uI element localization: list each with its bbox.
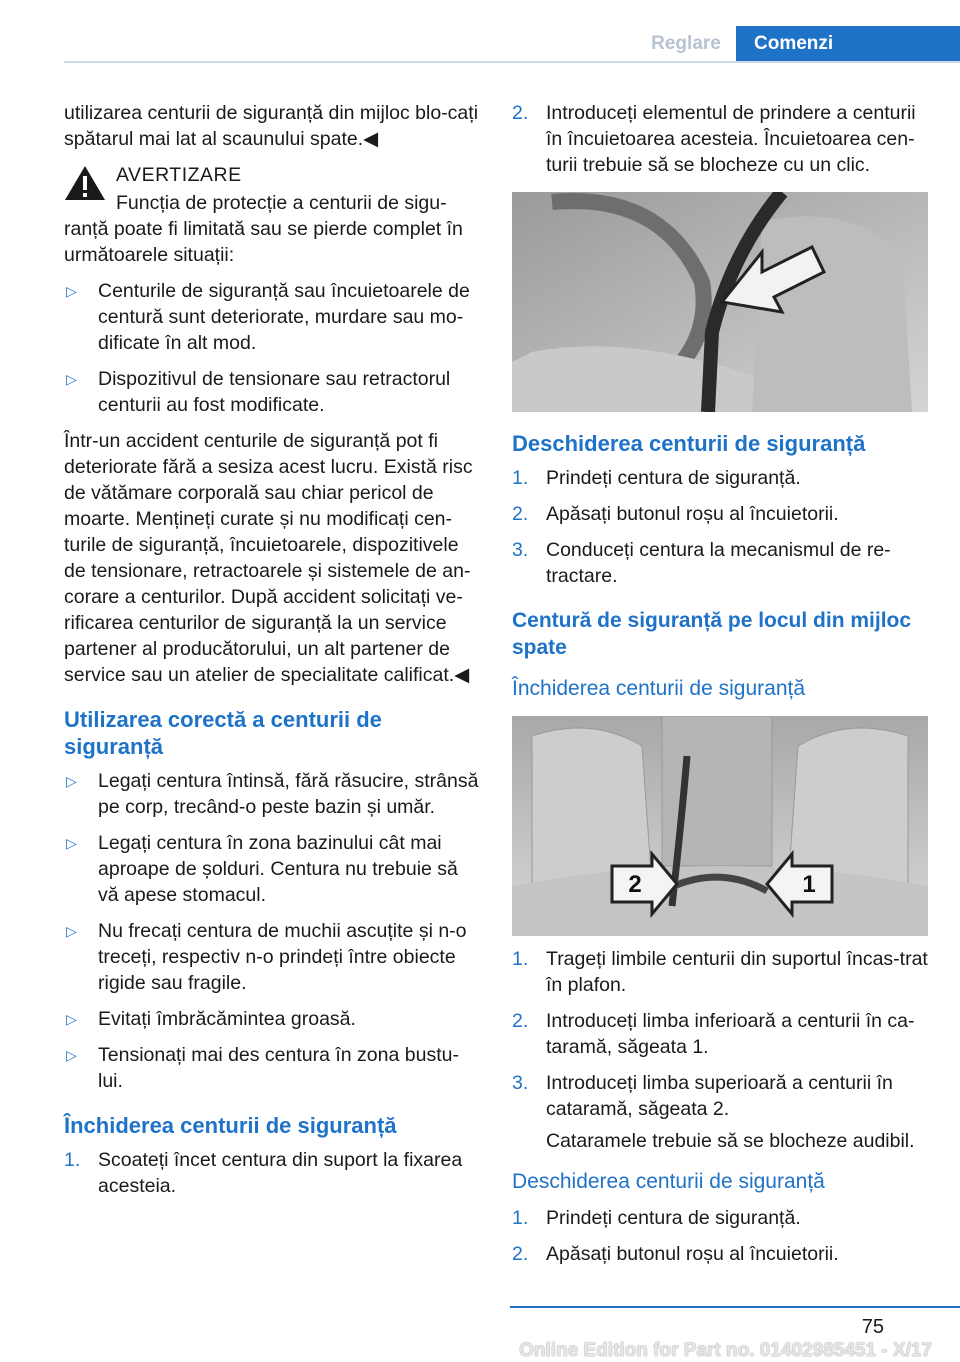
opening-steps-1 (512, 465, 930, 589)
step-number: 1. (512, 1207, 529, 1229)
middle-closing-steps (512, 946, 930, 1122)
edition-watermark: Online Edition for Part no. 01402985451 - X/17 (519, 1340, 932, 1361)
warning-icon (64, 164, 106, 202)
step-number: 2. (512, 102, 529, 124)
step-number: 3. (512, 539, 529, 561)
triangle-bullet-icon: ▷ (66, 1011, 77, 1027)
step-number: 2. (512, 1010, 529, 1032)
step-item (512, 537, 930, 589)
list-item (64, 278, 482, 356)
step-text: Apăsați butonul roșu al încuietorii. (546, 1243, 839, 1265)
triangle-bullet-icon: ▷ (66, 835, 77, 851)
list-item (64, 1006, 482, 1032)
step-item (512, 1070, 930, 1122)
step-item (512, 100, 930, 178)
right-column (512, 100, 930, 1277)
step-text: Introduceți limba inferioară a centurii în ca-taramă, săgeata 1. (546, 1010, 915, 1058)
list-item-text: Nu frecați centura de muchii ascuțite și n-o treceți, respectiv n-o prindeți între obiecte rigide sau fragile. (98, 920, 467, 994)
step-item (64, 1147, 482, 1199)
list-item-text: Dispozitivul de tensionare sau retractorul centurii au fost modificate. (98, 368, 451, 416)
list-item (64, 366, 482, 418)
step-number: 2. (512, 1243, 529, 1265)
triangle-bullet-icon: ▷ (66, 773, 77, 789)
warning-list (64, 278, 482, 418)
triangle-bullet-icon: ▷ (66, 923, 77, 939)
list-item-text: Legați centura întinsă, fără răsucire, strânsă pe corp, trecând-o peste bazin și umăr. (98, 770, 479, 818)
arrow-label-1: 1 (802, 871, 816, 898)
opening-steps-2 (512, 1205, 930, 1267)
header-divider (64, 61, 960, 63)
step-number: 1. (64, 1149, 81, 1171)
list-item (64, 1042, 482, 1094)
step-text: Prindeți centura de siguranță. (546, 1207, 801, 1229)
heading-correct-use: Utilizarea corectă a centurii de siguranță (64, 707, 382, 759)
intro-paragraph: utilizarea centurii de siguranță din mijloc blo-cați spătarul mai lat al scaunului spate.◀ (64, 102, 479, 150)
step-number: 1. (512, 467, 529, 489)
list-item-text: Centurile de siguranță sau încuietoarele de centură sunt deteriorate, murdare sau mo-dificate în alt mod. (98, 280, 470, 354)
page-number: 75 (861, 1316, 884, 1338)
list-item-text: Legați centura în zona bazinului cât mai aproape de șolduri. Centura nu trebuie să vă apese stomacul. (98, 832, 458, 906)
step-item (512, 465, 930, 491)
step-note: Cataramele trebuie să se blocheze audibil. (546, 1130, 915, 1152)
step-text: Trageți limbile centurii din suportul încas-trat în plafon. (546, 948, 928, 996)
warning-text: Funcția de protecție a centurii de sigu-ranță poate fi limitată sau se pierde complet în următoarele situații: (64, 192, 463, 266)
list-item (64, 768, 482, 820)
step-text: Introduceți elementul de prindere a centurii în încuietoarea acesteia. Încuietoarea cen-turii trebuie să se blocheze cu un clic. (546, 102, 916, 176)
list-item (64, 918, 482, 996)
step-item (512, 946, 930, 998)
step-number: 2. (512, 503, 529, 525)
arrow-label-2: 2 (628, 871, 642, 898)
left-column (64, 100, 482, 1209)
step-text: Prindeți centura de siguranță. (546, 467, 801, 489)
warning-body: Într-un accident centurile de siguranță pot fi deteriorate fără a sesiza acest lucru. Există risc de vătămare corporală sau chiar pericol de moarte. Mențineți curate și nu modificați cen-turile de siguranță, încuietoarele, dispozitivele de tensionare, retractoarele și sistemele de an-corare a centurilor. După accident solicitați ve-rificarea centurilor de siguranță la un service partener al producătorului, un alt partener de service sau un atelier de specialitate calificat.◀ (64, 430, 473, 686)
rear-middle-seat-photo (512, 716, 928, 936)
subheading-middle-closing: Închiderea centurii de siguranță (512, 677, 806, 700)
step-item (512, 1008, 930, 1060)
step-text: Scoateți încet centura din suport la fixarea acesteia. (98, 1149, 463, 1197)
footer-divider (510, 1306, 960, 1308)
closing-steps (64, 1147, 482, 1199)
list-item-text: Evitați îmbrăcămintea groasă. (98, 1008, 356, 1030)
tab-comenzi[interactable]: Comenzi (736, 26, 960, 62)
seatbelt-buckle-photo (512, 192, 928, 412)
triangle-bullet-icon: ▷ (66, 283, 77, 299)
step-number: 1. (512, 948, 529, 970)
triangle-bullet-icon: ▷ (66, 371, 77, 387)
step-number: 3. (512, 1072, 529, 1094)
heading-middle-seat: Centură de siguranță pe locul din mijloc spate (512, 609, 912, 659)
list-item (64, 830, 482, 908)
step-text: Apăsați butonul roșu al încuietorii. (546, 503, 839, 525)
warning-title: AVERTIZARE (116, 164, 242, 186)
step-item (512, 501, 930, 527)
triangle-bullet-icon: ▷ (66, 1047, 77, 1063)
step-item (512, 1241, 930, 1267)
heading-closing: Închiderea centurii de siguranță (64, 1113, 397, 1138)
step-text: Conduceți centura la mecanismul de re-tractare. (546, 539, 891, 587)
closing-steps-continued (512, 100, 930, 178)
correct-use-list (64, 768, 482, 1094)
step-item (512, 1205, 930, 1231)
header-tabs (636, 26, 960, 62)
heading-opening-2: Deschiderea centurii de siguranță (512, 1170, 825, 1193)
warning-block (64, 162, 482, 268)
list-item-text: Tensionați mai des centura în zona bustu-lui. (98, 1044, 459, 1092)
tab-reglare[interactable]: Reglare (651, 33, 721, 54)
heading-opening-1: Deschiderea centurii de siguranță (512, 431, 866, 456)
step-text: Introduceți limba superioară a centurii în cataramă, săgeata 2. (546, 1072, 893, 1120)
